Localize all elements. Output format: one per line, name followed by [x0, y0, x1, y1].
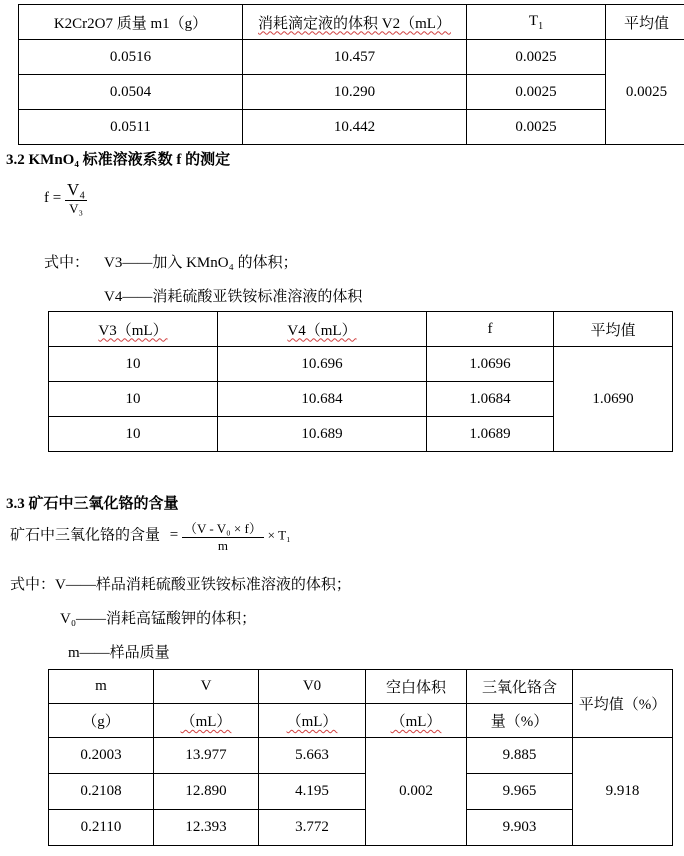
header-cell: V3（mL）: [49, 312, 218, 347]
header-cell: V: [154, 670, 259, 704]
formula-fraction: [182, 518, 264, 554]
definition-v4: V4——消耗硫酸亚铁铵标准溶液的体积: [104, 289, 363, 305]
table-cell: 1.0696: [427, 347, 554, 382]
table-cell: 13.977: [154, 738, 259, 774]
header-cell: 平均值: [554, 312, 673, 347]
table-cell: 0.0516: [19, 40, 243, 75]
table-cell: 10: [49, 382, 218, 417]
table-k2cr2o7: [18, 4, 684, 145]
table-cell: 10.290: [243, 75, 467, 110]
formula-numerator: V₄: [66, 180, 86, 199]
table-cell: 10.696: [218, 347, 427, 382]
definition-m: m——样品质量: [68, 645, 170, 661]
header-cell: （mL）: [366, 704, 467, 738]
header-cell: 空白体积: [366, 670, 467, 704]
table-cell: 0.0504: [19, 75, 243, 110]
definition-prefix: 式中：: [44, 255, 90, 271]
header-cell: f: [427, 312, 554, 347]
table-cell: 10.684: [218, 382, 427, 417]
table-cell: 10: [49, 417, 218, 452]
table-cell: 10.689: [218, 417, 427, 452]
table-cell: 9.885: [467, 738, 573, 774]
formula-numerator: （V - V₀ × f）: [182, 518, 264, 538]
table-cell: 0.2108: [49, 774, 154, 810]
formula-denominator: V₃: [69, 201, 84, 216]
header-cell: 平均值: [606, 5, 684, 40]
formula-denominator: m: [217, 538, 228, 553]
header-cell: $T_1$: [467, 5, 606, 40]
definition-v: 式中：V——样品消耗硫酸亚铁铵标准溶液的体积；: [10, 577, 351, 593]
header-cell: （mL）: [259, 704, 366, 738]
definition-v3: V3——加入 KMnO₄ 的体积；: [104, 255, 298, 271]
section-heading-3-2: 3.2 KMnO₄ 标准溶液系数 f 的测定: [6, 152, 231, 168]
formula-label: 矿石中三氧化铬的含量: [10, 527, 161, 544]
table-cell: 1.0684: [427, 382, 554, 417]
formula-equals: =: [169, 527, 179, 544]
formula-tail: × T₁: [267, 527, 291, 543]
table-cell: 10.442: [243, 110, 467, 145]
table-cell: 0.0511: [19, 110, 243, 145]
average-cell: 0.0025: [606, 40, 684, 145]
table-cell: 9.903: [467, 810, 573, 846]
header-cell: （mL）: [154, 704, 259, 738]
section-heading-3-3: 3.3 矿石中三氧化铬的含量: [6, 496, 179, 512]
header-cell: V0: [259, 670, 366, 704]
table-cell: 12.393: [154, 810, 259, 846]
header-cell: 量（%）: [467, 704, 573, 738]
formula-fraction: [65, 180, 87, 217]
header-cell: m: [49, 670, 154, 704]
table-cell: 1.0689: [427, 417, 554, 452]
header-cell: V4（mL）: [218, 312, 427, 347]
definition-v0: V₀——消耗高锰酸钾的体积；: [60, 611, 257, 627]
table-cell: 12.890: [154, 774, 259, 810]
average-cell: 1.0690: [554, 347, 673, 452]
table-cell: 0.2110: [49, 810, 154, 846]
table-cell: 4.195: [259, 774, 366, 810]
table-cell: 10: [49, 347, 218, 382]
table-kmno4-factor: [48, 311, 673, 452]
table-cell: 0.2003: [49, 738, 154, 774]
table-cell: 0.0025: [467, 110, 606, 145]
blank-volume-cell: 0.002: [366, 738, 467, 846]
table-cell: 10.457: [243, 40, 467, 75]
table-cell: 9.965: [467, 774, 573, 810]
formula-f: [44, 180, 87, 217]
table-cell: 3.772: [259, 810, 366, 846]
header-cell: K2Cr2O7 质量 m1（g）: [19, 5, 243, 40]
header-cell: 平均值（%）: [573, 670, 673, 738]
table-cell: 0.0025: [467, 40, 606, 75]
header-cell: （g）: [49, 704, 154, 738]
header-cell: 消耗滴定液的体积 V2（mL）: [243, 5, 467, 40]
table-cell: 5.663: [259, 738, 366, 774]
average-cell: 9.918: [573, 738, 673, 846]
table-cell: 0.0025: [467, 75, 606, 110]
header-cell: 三氧化铬含: [467, 670, 573, 704]
table-cro3-content: [48, 669, 673, 846]
formula-content: [10, 518, 291, 554]
formula-lhs: f =: [44, 189, 62, 206]
